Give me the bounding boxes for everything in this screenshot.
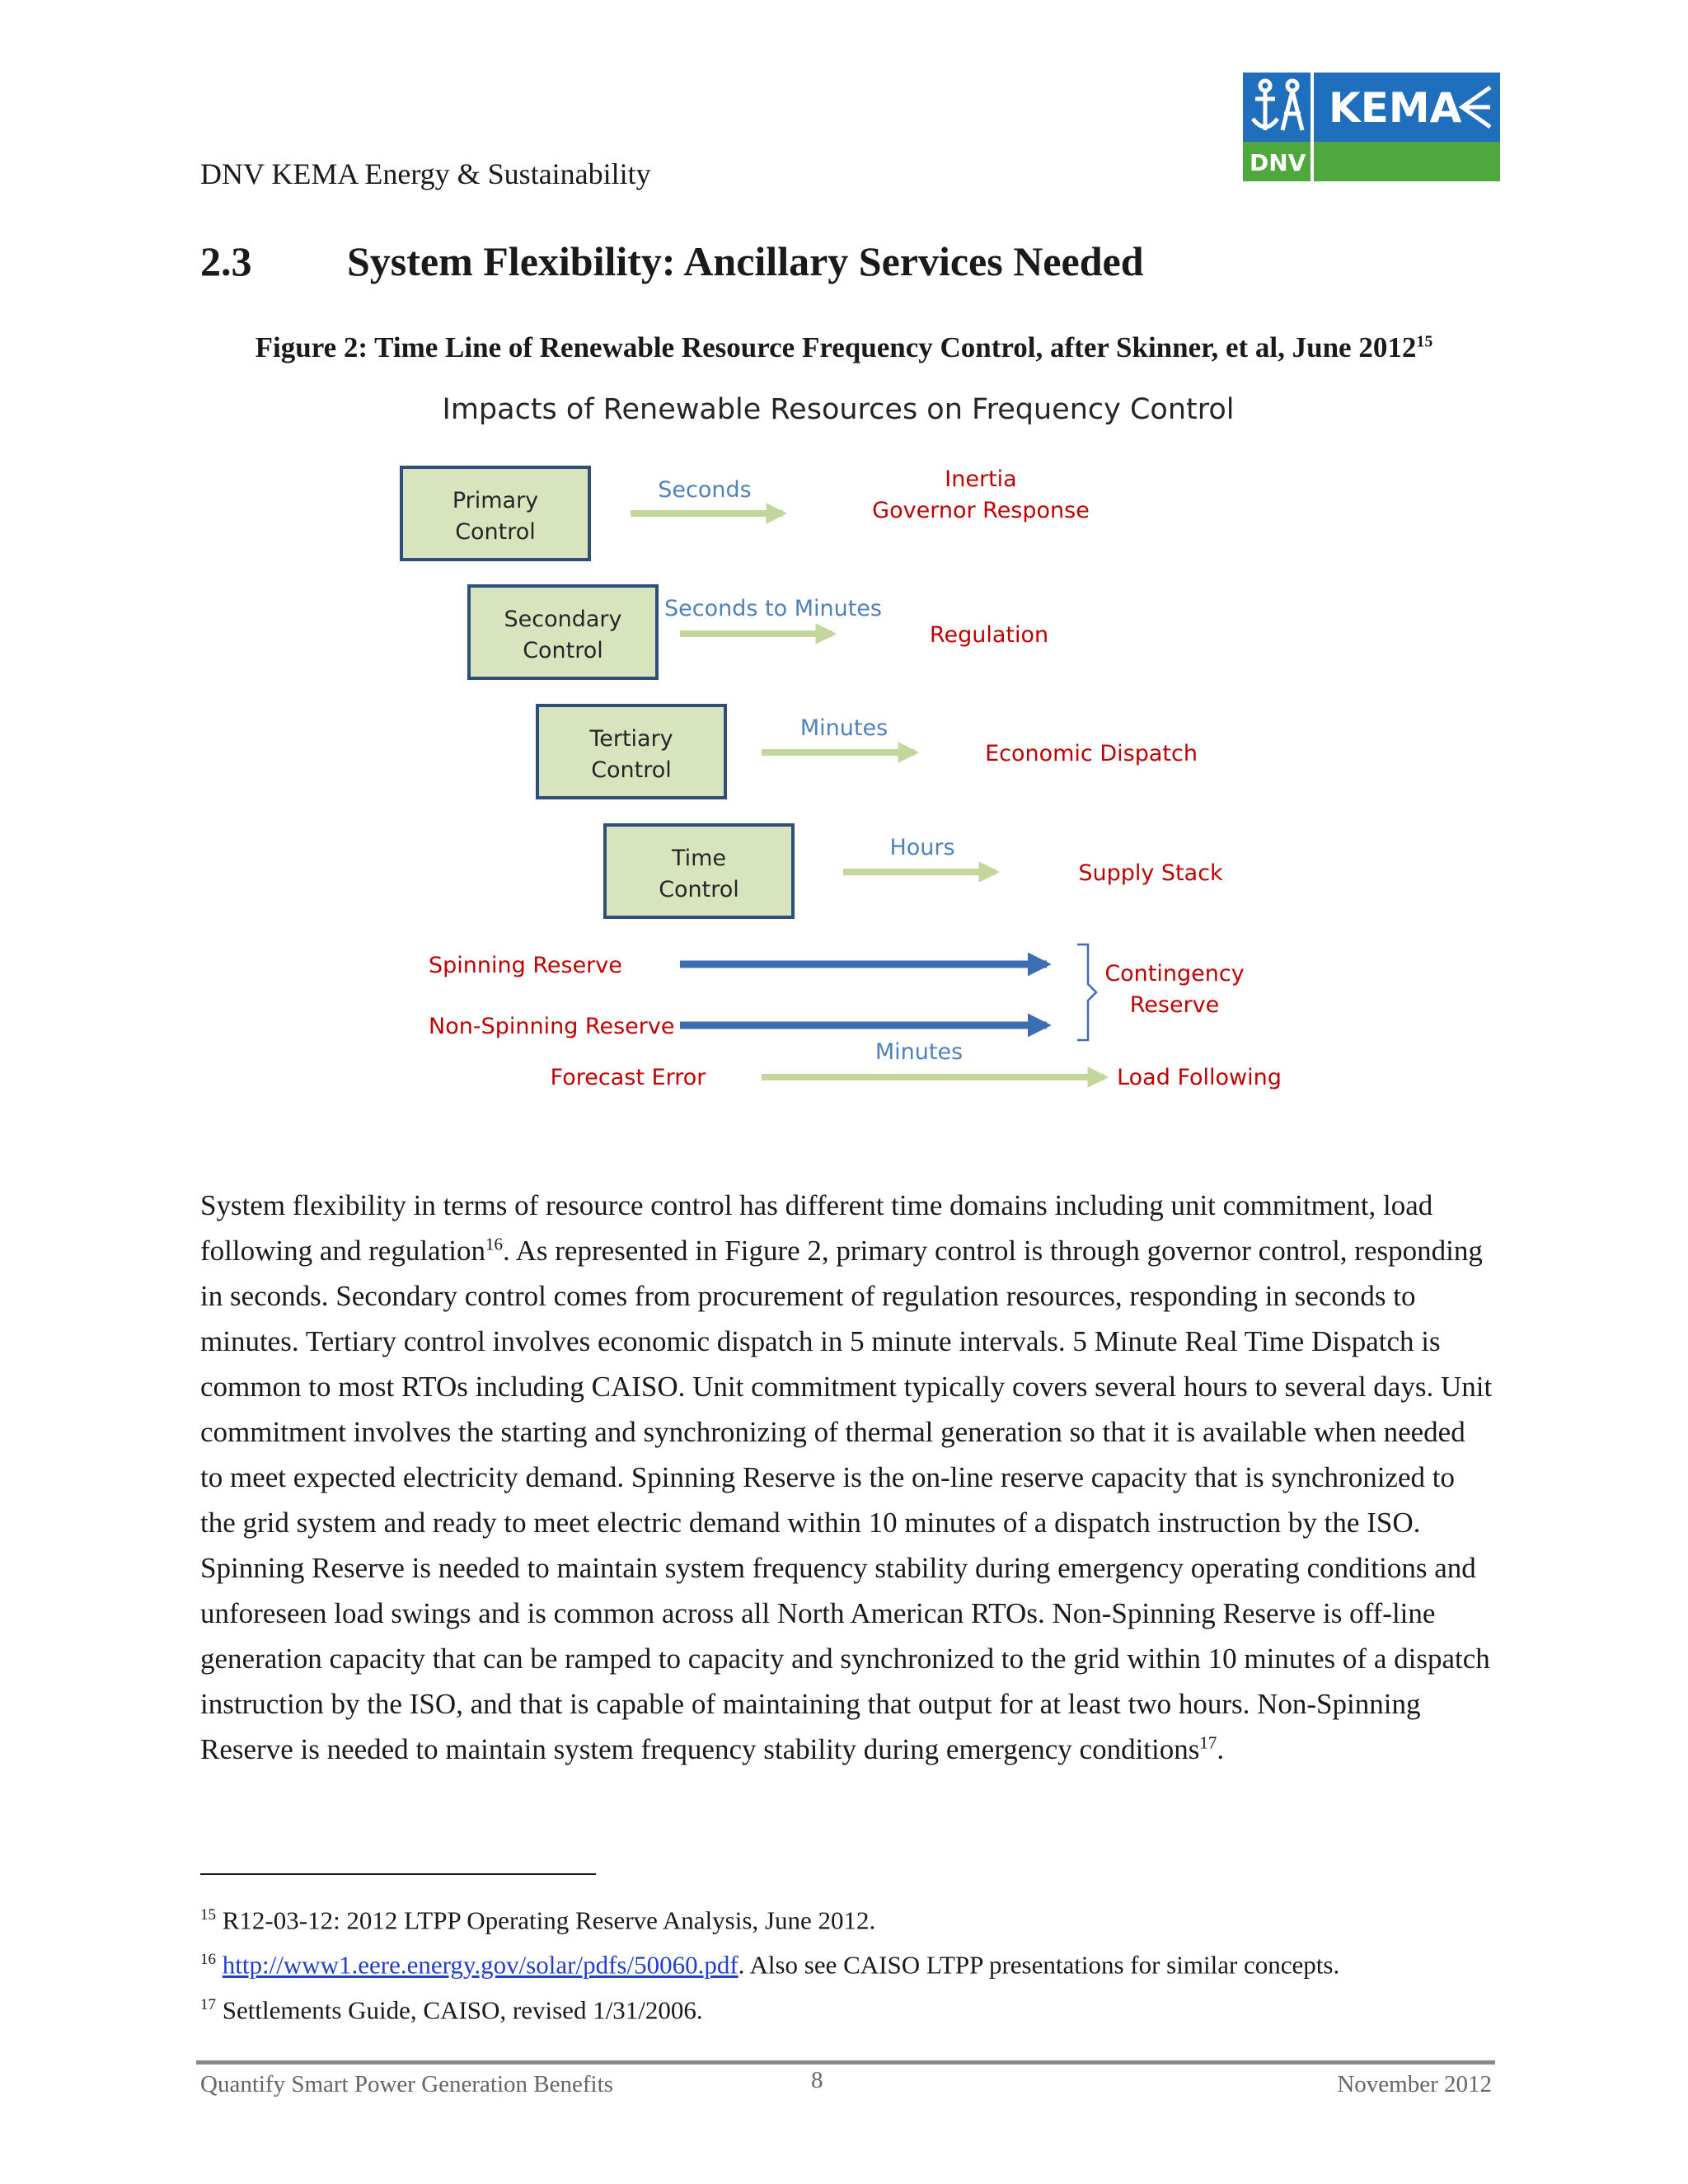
body-paragraph	[200, 1183, 1494, 1772]
contingency-brace	[1077, 944, 1096, 1040]
load-following-label: Load Following	[1117, 1065, 1282, 1090]
primary-result-2: Governor Response	[872, 498, 1090, 523]
footnote-number: 16	[200, 1951, 216, 1969]
footer-rule	[196, 2060, 1495, 2064]
header-organization: DNV KEMA Energy & Sustainability	[200, 157, 651, 190]
body-text-part-1: System flexibility in terms of resource control has different time domains including unit commitment, load following and regulation	[200, 1189, 1433, 1267]
time-control-box	[605, 825, 793, 917]
time-control-label-1: Time	[671, 846, 727, 871]
footnote-item	[200, 1940, 1339, 1985]
footnotes	[200, 1896, 1339, 2030]
footnote-separator	[200, 1873, 596, 1875]
primary-control-label-1: Primary	[452, 488, 539, 513]
reserves-group	[429, 944, 1245, 1040]
footnote-item	[200, 1985, 1339, 2030]
diagram-title: Impacts of Renewable Resources on Frequency Control	[442, 393, 1235, 426]
figure-caption-text: Figure 2: Time Line of Renewable Resource Frequency Control, after Skinner, et al, June 2012	[255, 331, 1417, 363]
forecast-timescale: Minutes	[874, 1039, 964, 1065]
footnote-number: 17	[200, 1995, 216, 2013]
contingency-label-1: Contingency	[1104, 961, 1245, 987]
section-number: 2.3	[200, 238, 252, 284]
footnote-number: 15	[200, 1906, 216, 1924]
time-result: Supply Stack	[1078, 860, 1223, 886]
section-title: System Flexibility: Ancillary Services Needed	[347, 238, 1144, 284]
time-control-label-2: Control	[659, 877, 739, 902]
footnote-ref-17[interactable]: 17	[1199, 1732, 1217, 1753]
footer-document-title: Quantify Smart Power Generation Benefits	[200, 2071, 613, 2097]
primary-timescale: Seconds	[658, 477, 752, 503]
forecast-row	[551, 1039, 1282, 1090]
footer-date: November 2012	[1337, 2071, 1492, 2097]
footnote-text: . Also see CAISO LTPP presentations for similar concepts.	[738, 1950, 1340, 1980]
secondary-timescale: Seconds to Minutes	[664, 596, 882, 621]
footnote-ref-16[interactable]: 16	[485, 1234, 504, 1254]
control-row-time	[605, 825, 1223, 917]
control-row-tertiary	[537, 705, 1198, 798]
secondary-control-label-1: Secondary	[504, 607, 622, 632]
time-timescale: Hours	[889, 835, 955, 860]
footnote-ref-15[interactable]: 15	[1416, 332, 1433, 351]
tertiary-result: Economic Dispatch	[985, 741, 1198, 766]
secondary-control-box	[469, 586, 657, 678]
tertiary-control-label-1: Tertiary	[589, 726, 673, 752]
contingency-label-2: Reserve	[1129, 992, 1220, 1018]
primary-result-1: Inertia	[945, 466, 1017, 492]
kema-dnv-logo	[1243, 73, 1500, 181]
tertiary-timescale: Minutes	[799, 715, 889, 741]
forecast-error-label: Forecast Error	[550, 1065, 706, 1090]
non-spinning-reserve-label: Non-Spinning Reserve	[429, 1014, 675, 1039]
secondary-result: Regulation	[929, 622, 1049, 648]
secondary-control-label-2: Control	[523, 638, 603, 663]
footnote-text: Settlements Guide, CAISO, revised 1/31/2006.	[222, 1994, 703, 2024]
tertiary-control-label-2: Control	[591, 757, 672, 783]
control-row-secondary	[469, 586, 1048, 678]
logo-sub-text: DNV	[1250, 149, 1306, 176]
body-text-part-2: . As represented in Figure 2, primary control is through governor control, responding in seconds. Secondary control comes from procurement of regulation resources, responding in seconds to minutes. Tertiary control involves economic dispatch in 5 minute intervals. 5 Minute Real Time Dispatch is common to most RTOs including CAISO. Unit commitment typically covers several hours to several days. Unit commitment involves the starting and synchronizing of thermal generation so that it is available when needed to meet expected electricity demand. Spinning Reserve is the on-line reserve capacity that is synchronized to the grid system and ready to meet electric demand within 10 minutes of a dispatch instruction by the ISO. Spinning Reserve is needed to maintain system frequency stability during emergency operating conditions and unforeseen load swings and is common across all North American RTOs. Non-Spinning Reserve is off-line generation capacity that can be ramped to capacity and synchronized to the grid within 10 minutes of a dispatch instruction by the ISO, and that is capable of maintaining that output for at least two hours. Non-Spinning Reserve is needed to maintain system frequency stability during emergency conditions	[200, 1235, 1493, 1765]
footnote-item	[200, 1896, 1339, 1940]
primary-control-label-2: Control	[455, 519, 536, 545]
page-number: 8	[811, 2067, 823, 2093]
figure-caption	[0, 331, 1688, 364]
footnote-text: R12-03-12: 2012 LTPP Operating Reserve Analysis, June 2012.	[222, 1905, 876, 1935]
primary-control-box	[401, 467, 589, 560]
logo-brand-text: KEMA	[1329, 84, 1462, 132]
section-heading	[200, 237, 1144, 285]
tertiary-control-box	[537, 705, 725, 798]
control-row-primary	[401, 466, 1090, 560]
body-text-part-3: .	[1217, 1733, 1225, 1765]
spinning-reserve-label: Spinning Reserve	[429, 953, 622, 978]
frequency-control-diagram	[396, 387, 1319, 1162]
footnote-link[interactable]: http://www1.eere.energy.gov/solar/pdfs/50060.pdf	[222, 1950, 738, 1980]
